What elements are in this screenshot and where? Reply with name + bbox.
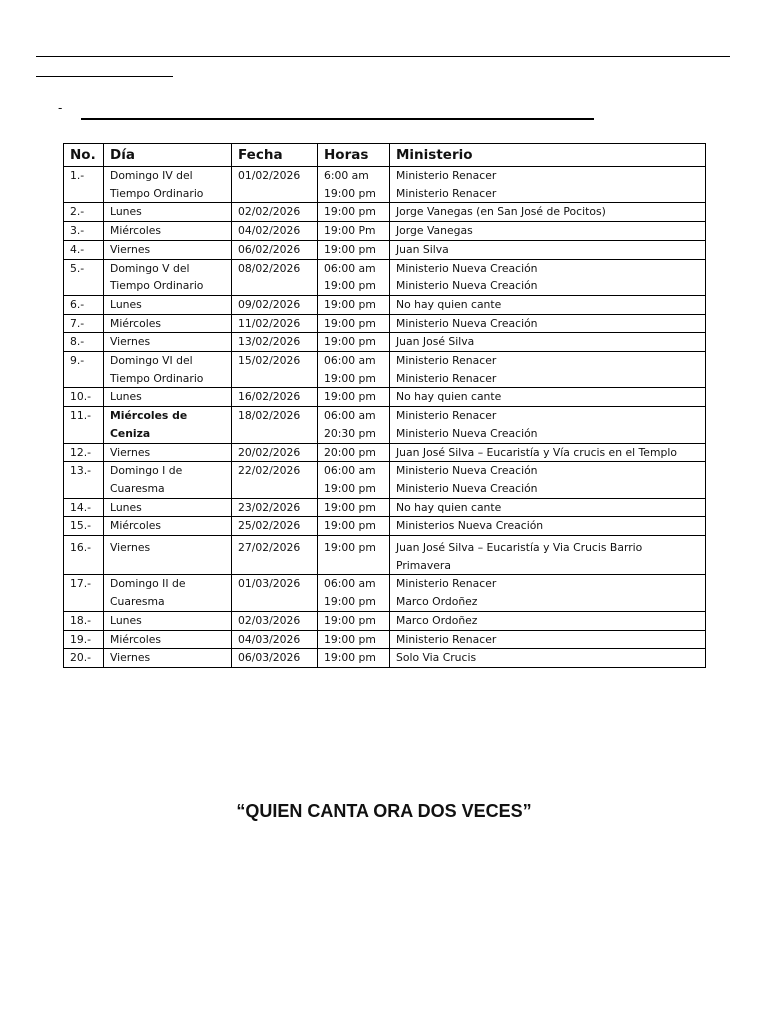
- hora: 19:00 pm: [324, 316, 376, 330]
- cell-dia: Miércoles: [104, 222, 232, 241]
- table-row: [64, 203, 706, 222]
- cell-no: 1.-: [64, 167, 104, 203]
- cell-fecha: 25/02/2026: [232, 517, 318, 536]
- table-row: [64, 611, 706, 630]
- cell-dia: Viernes: [104, 240, 232, 259]
- table-row: [64, 314, 706, 333]
- ministerio: Ministerio Nueva Creación: [396, 279, 538, 293]
- hora: 06:00 am: [324, 261, 376, 275]
- cell-no: 13.-: [64, 462, 104, 498]
- cell-horas: [318, 498, 390, 517]
- header-no: No.: [64, 144, 104, 167]
- cell-horas: [318, 259, 390, 295]
- cell-no: 12.-: [64, 443, 104, 462]
- title-underline: [81, 118, 594, 120]
- cell-no: 3.-: [64, 222, 104, 241]
- hora: 19:00 pm: [324, 335, 376, 349]
- ministerio: Jorge Vanegas (en San José de Pocitos): [396, 205, 606, 219]
- ministerio: No hay quien cante: [396, 297, 502, 311]
- hora: 19:00 pm: [324, 205, 376, 219]
- cell-no: 5.-: [64, 259, 104, 295]
- hora: 19:00 pm: [324, 519, 376, 533]
- hora: 19:00 pm: [324, 186, 376, 200]
- cell-fecha: 02/02/2026: [232, 203, 318, 222]
- cell-no: 15.-: [64, 517, 104, 536]
- hora: 06:00 am: [324, 354, 376, 368]
- cell-dia: Viernes: [104, 649, 232, 668]
- ministerio: Ministerio Renacer: [396, 409, 497, 423]
- table-row: [64, 352, 706, 388]
- cell-horas: [318, 333, 390, 352]
- cell-fecha: 08/02/2026: [232, 259, 318, 295]
- table-row: [64, 498, 706, 517]
- hora: 06:00 am: [324, 409, 376, 423]
- cell-ministerio: [390, 407, 706, 443]
- ministerio: Ministerio Nueva Creación: [396, 464, 538, 478]
- hora: 19:00 pm: [324, 390, 376, 404]
- table-row: [64, 575, 706, 611]
- hora: 19:00 pm: [324, 279, 376, 293]
- cell-fecha: 16/02/2026: [232, 388, 318, 407]
- table-row: [64, 443, 706, 462]
- ministerio: No hay quien cante: [396, 500, 502, 514]
- table-row: [64, 167, 706, 203]
- short-underline: [36, 76, 173, 77]
- ministerio: Ministerio Renacer: [396, 632, 497, 646]
- header-ministerio: Ministerio: [390, 144, 706, 167]
- ministerio: Ministerio Nueva Creación: [396, 426, 538, 440]
- cell-dia: Domingo I de Cuaresma: [104, 462, 232, 498]
- cell-fecha: 11/02/2026: [232, 314, 318, 333]
- cell-fecha: 01/02/2026: [232, 167, 318, 203]
- header-fecha: Fecha: [232, 144, 318, 167]
- ministerio: Ministerio Renacer: [396, 371, 497, 385]
- cell-dia: Lunes: [104, 611, 232, 630]
- table-row: [64, 407, 706, 443]
- ministerio: Ministerio Nueva Creación: [396, 481, 538, 495]
- cell-dia: Domingo II de Cuaresma: [104, 575, 232, 611]
- cell-no: 17.-: [64, 575, 104, 611]
- cell-fecha: 15/02/2026: [232, 352, 318, 388]
- cell-ministerio: [390, 517, 706, 536]
- ministerio: Solo Via Crucis: [396, 651, 477, 665]
- cell-fecha: 22/02/2026: [232, 462, 318, 498]
- ministerio: Juan José Silva: [396, 335, 475, 349]
- cell-dia: Miércoles: [104, 630, 232, 649]
- top-rule: [36, 56, 730, 57]
- cell-no: 16.-: [64, 536, 104, 575]
- hora: 20:30 pm: [324, 426, 376, 440]
- cell-horas: [318, 407, 390, 443]
- header-dash: -: [58, 100, 63, 115]
- header-dia: Día: [104, 144, 232, 167]
- cell-horas: [318, 443, 390, 462]
- schedule-table: [63, 143, 706, 668]
- table-row: [64, 462, 706, 498]
- hora: 19:00 Pm: [324, 224, 376, 238]
- ministerio: Ministerio Renacer: [396, 186, 497, 200]
- hora: 19:00 pm: [324, 632, 376, 646]
- hora: 19:00 pm: [324, 297, 376, 311]
- table-row: [64, 295, 706, 314]
- cell-no: 9.-: [64, 352, 104, 388]
- cell-fecha: 27/02/2026: [232, 536, 318, 575]
- table-row: [64, 536, 706, 575]
- table-row: [64, 259, 706, 295]
- cell-horas: [318, 649, 390, 668]
- hora: 19:00 pm: [324, 481, 376, 495]
- cell-fecha: 20/02/2026: [232, 443, 318, 462]
- table-row: [64, 388, 706, 407]
- cell-ministerio: [390, 259, 706, 295]
- cell-ministerio: [390, 498, 706, 517]
- cell-ministerio: [390, 167, 706, 203]
- cell-fecha: 13/02/2026: [232, 333, 318, 352]
- cell-horas: [318, 352, 390, 388]
- hora: 19:00 pm: [324, 613, 376, 627]
- cell-dia: Viernes: [104, 333, 232, 352]
- ministerio: Marco Ordoñez: [396, 595, 478, 609]
- ministerio: Juan José Silva – Eucaristía y Vía crucis en el Templo: [396, 445, 677, 459]
- table-row: [64, 222, 706, 241]
- ministerio: Ministerio Renacer: [396, 577, 497, 591]
- ministerio: Juan José Silva – Eucaristía y Via Crucis Barrio Primavera: [396, 541, 643, 572]
- cell-horas: [318, 536, 390, 575]
- hora: 19:00 pm: [324, 242, 376, 256]
- cell-ministerio: [390, 240, 706, 259]
- cell-horas: [318, 203, 390, 222]
- header-horas: Horas: [318, 144, 390, 167]
- cell-no: 19.-: [64, 630, 104, 649]
- hora: 06:00 am: [324, 577, 376, 591]
- cell-ministerio: [390, 352, 706, 388]
- cell-ministerio: [390, 611, 706, 630]
- table-row: [64, 333, 706, 352]
- cell-dia: Miércoles: [104, 314, 232, 333]
- cell-dia: Viernes: [104, 536, 232, 575]
- hora: 20:00 pm: [324, 445, 376, 459]
- hora: 6:00 am: [324, 169, 369, 182]
- cell-horas: [318, 314, 390, 333]
- cell-ministerio: [390, 443, 706, 462]
- cell-no: 4.-: [64, 240, 104, 259]
- cell-no: 10.-: [64, 388, 104, 407]
- cell-horas: [318, 388, 390, 407]
- cell-no: 7.-: [64, 314, 104, 333]
- cell-fecha: 04/03/2026: [232, 630, 318, 649]
- cell-no: 18.-: [64, 611, 104, 630]
- cell-fecha: 02/03/2026: [232, 611, 318, 630]
- table-row: [64, 517, 706, 536]
- cell-ministerio: [390, 333, 706, 352]
- cell-ministerio: [390, 536, 706, 575]
- cell-horas: [318, 630, 390, 649]
- table-row: [64, 240, 706, 259]
- cell-fecha: 01/03/2026: [232, 575, 318, 611]
- cell-ministerio: [390, 649, 706, 668]
- ministerio: Ministerios Nueva Creación: [396, 519, 544, 533]
- cell-horas: [318, 575, 390, 611]
- cell-no: 8.-: [64, 333, 104, 352]
- cell-horas: [318, 295, 390, 314]
- cell-fecha: 06/02/2026: [232, 240, 318, 259]
- cell-fecha: 23/02/2026: [232, 498, 318, 517]
- cell-horas: [318, 611, 390, 630]
- cell-dia: Miércoles de Ceniza: [104, 407, 232, 443]
- motto: “QUIEN CANTA ORA DOS VECES”: [236, 801, 532, 821]
- hora: 19:00 pm: [324, 651, 376, 665]
- cell-ministerio: [390, 222, 706, 241]
- cell-no: 6.-: [64, 295, 104, 314]
- ministerio: Marco Ordoñez: [396, 613, 478, 627]
- cell-ministerio: [390, 630, 706, 649]
- cell-dia: Viernes: [104, 443, 232, 462]
- cell-dia: Domingo V del Tiempo Ordinario: [104, 259, 232, 295]
- cell-dia: Lunes: [104, 498, 232, 517]
- cell-fecha: 04/02/2026: [232, 222, 318, 241]
- ministerio: Ministerio Renacer: [396, 169, 497, 182]
- cell-ministerio: [390, 388, 706, 407]
- cell-ministerio: [390, 314, 706, 333]
- cell-no: 11.-: [64, 407, 104, 443]
- hora: 19:00 pm: [324, 500, 376, 514]
- cell-dia: Miércoles: [104, 517, 232, 536]
- table-row: [64, 630, 706, 649]
- cell-horas: [318, 222, 390, 241]
- cell-horas: [318, 517, 390, 536]
- cell-dia: Lunes: [104, 203, 232, 222]
- cell-fecha: 06/03/2026: [232, 649, 318, 668]
- ministerio: Ministerio Nueva Creación: [396, 261, 538, 275]
- cell-no: 20.-: [64, 649, 104, 668]
- cell-no: 2.-: [64, 203, 104, 222]
- cell-ministerio: [390, 575, 706, 611]
- cell-ministerio: [390, 462, 706, 498]
- hora: 19:00 pm: [324, 595, 376, 609]
- cell-fecha: 18/02/2026: [232, 407, 318, 443]
- table-header-row: [64, 144, 706, 167]
- hora: 19:00 pm: [324, 541, 376, 555]
- cell-no: 14.-: [64, 498, 104, 517]
- cell-dia: Lunes: [104, 388, 232, 407]
- hora: 06:00 am: [324, 464, 376, 478]
- hora: 19:00 pm: [324, 371, 376, 385]
- ministerio: Ministerio Nueva Creación: [396, 316, 538, 330]
- ministerio: Juan Silva: [396, 242, 449, 256]
- cell-horas: [318, 462, 390, 498]
- ministerio: Jorge Vanegas: [396, 224, 473, 238]
- table-row: [64, 649, 706, 668]
- cell-fecha: 09/02/2026: [232, 295, 318, 314]
- cell-horas: [318, 240, 390, 259]
- ministerio: Ministerio Renacer: [396, 354, 497, 368]
- ministerio: No hay quien cante: [396, 390, 502, 404]
- cell-horas: [318, 167, 390, 203]
- cell-dia: Domingo IV del Tiempo Ordinario: [104, 167, 232, 203]
- cell-dia: Domingo VI del Tiempo Ordinario: [104, 352, 232, 388]
- cell-ministerio: [390, 295, 706, 314]
- cell-ministerio: [390, 203, 706, 222]
- cell-dia: Lunes: [104, 295, 232, 314]
